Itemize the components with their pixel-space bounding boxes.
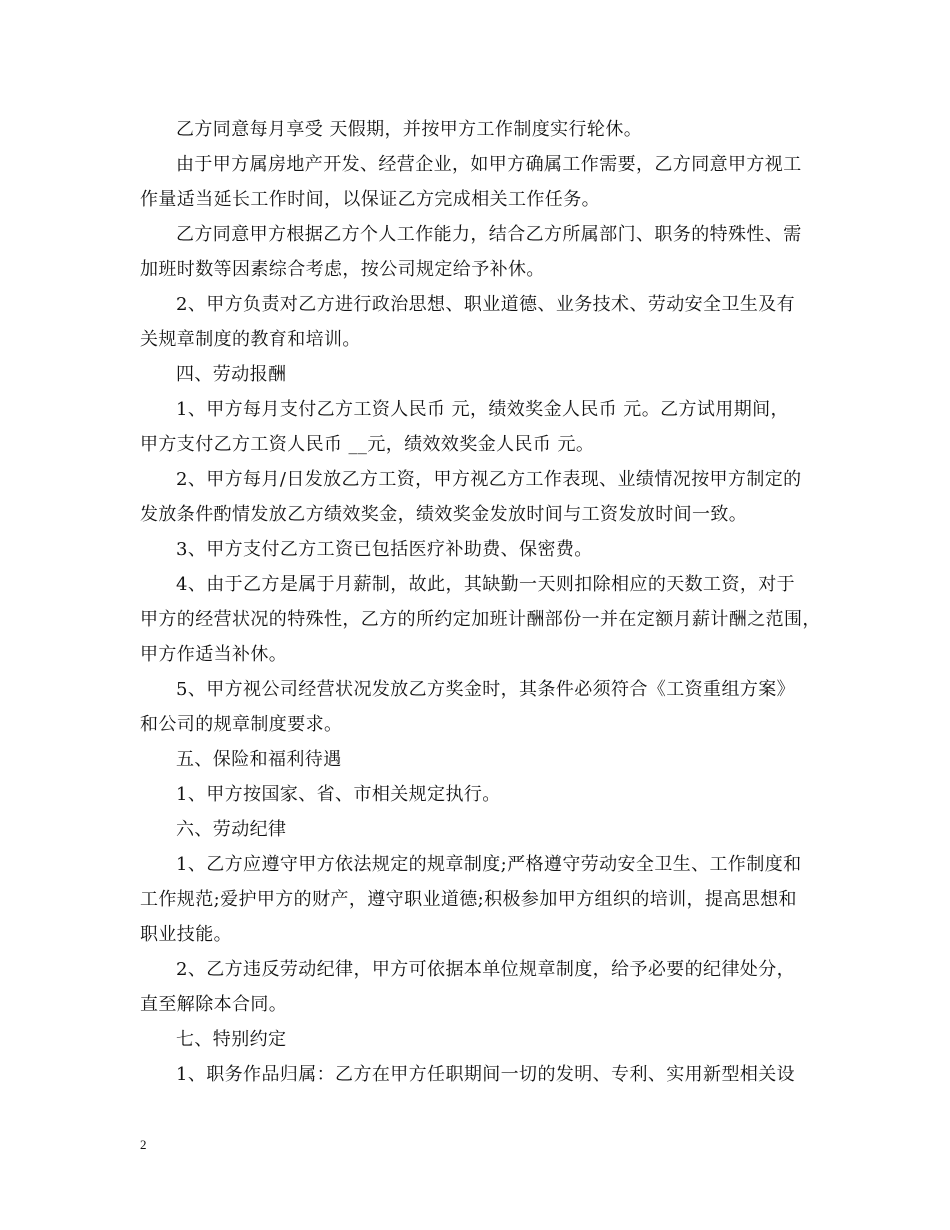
paragraph-line: 乙方同意每月享受 天假期，并按甲方工作制度实行轮休。 bbox=[176, 119, 643, 140]
paragraph-line: 甲方作适当补休。 bbox=[140, 644, 288, 665]
paragraph-line: 4、由于乙方是属于月薪制，故此，其缺勤一天则扣除相应的天数工资，对于 bbox=[176, 574, 796, 595]
paragraph-line: 由于甲方属房地产开发、经营企业，如甲方确属工作需要，乙方同意甲方视工 bbox=[176, 154, 802, 175]
page-number: 2 bbox=[140, 1137, 147, 1152]
paragraph-line: 直至解除本合同。 bbox=[140, 994, 288, 1015]
section-heading: 七、特别约定 bbox=[176, 1029, 287, 1050]
paragraph-line: 和公司的规章制度要求。 bbox=[140, 714, 343, 735]
paragraph-line: 甲方的经营状况的特殊性，乙方的所约定加班计酬部份一并在定额月薪计酬之范围， bbox=[140, 609, 821, 630]
section-heading: 四、劳动报酬 bbox=[176, 364, 287, 385]
paragraph-line: 1、甲方按国家、省、市相关规定执行。 bbox=[176, 784, 501, 805]
paragraph-line: 甲方支付乙方工资人民币 __元，绩效效奖金人民币 元。 bbox=[140, 434, 595, 455]
paragraph-line: 职业技能。 bbox=[140, 924, 232, 945]
paragraph-line: 2、甲方每月/日发放乙方工资，甲方视乙方工作表现、业绩情况按甲方制定的 bbox=[176, 469, 802, 490]
paragraph-line: 关规章制度的教育和培训。 bbox=[140, 329, 361, 350]
paragraph-line: 发放条件酌情发放乙方绩效奖金，绩效奖金发放时间与工资发放时间一致。 bbox=[140, 504, 748, 525]
paragraph-line: 作量适当延长工作时间，以保证乙方完成相关工作任务。 bbox=[140, 189, 600, 210]
paragraph-line: 2、甲方负责对乙方进行政治思想、职业道德、业务技术、劳动安全卫生及有 bbox=[176, 294, 796, 315]
paragraph-line: 5、甲方视公司经营状况发放乙方奖金时，其条件必须符合《工资重组方案》 bbox=[176, 679, 796, 700]
paragraph-line: 3、甲方支付乙方工资已包括医疗补助费、保密费。 bbox=[176, 539, 593, 560]
paragraph-line: 1、职务作品归属：乙方在甲方任职期间一切的发明、专利、实用新型相关设 bbox=[176, 1064, 796, 1085]
paragraph-line: 2、乙方违反劳动纪律，甲方可依据本单位规章制度，给予必要的纪律处分， bbox=[176, 959, 796, 980]
paragraph-line: 加班时数等因素综合考虑，按公司规定给予补休。 bbox=[140, 259, 545, 280]
paragraph-line: 1、乙方应遵守甲方依法规定的规章制度;严格遵守劳动安全卫生、工作制度和 bbox=[176, 854, 802, 875]
section-heading: 六、劳动纪律 bbox=[176, 819, 287, 840]
paragraph-line: 1、甲方每月支付乙方工资人民币 元，绩效奖金人民币 元。乙方试用期间， bbox=[176, 399, 789, 420]
paragraph-line: 工作规范;爱护甲方的财产，遵守职业道德;积极参加甲方组织的培训，提高思想和 bbox=[140, 889, 797, 910]
paragraph-line: 乙方同意甲方根据乙方个人工作能力，结合乙方所属部门、职务的特殊性、需 bbox=[176, 224, 802, 245]
section-heading: 五、保险和福利待遇 bbox=[176, 749, 342, 770]
